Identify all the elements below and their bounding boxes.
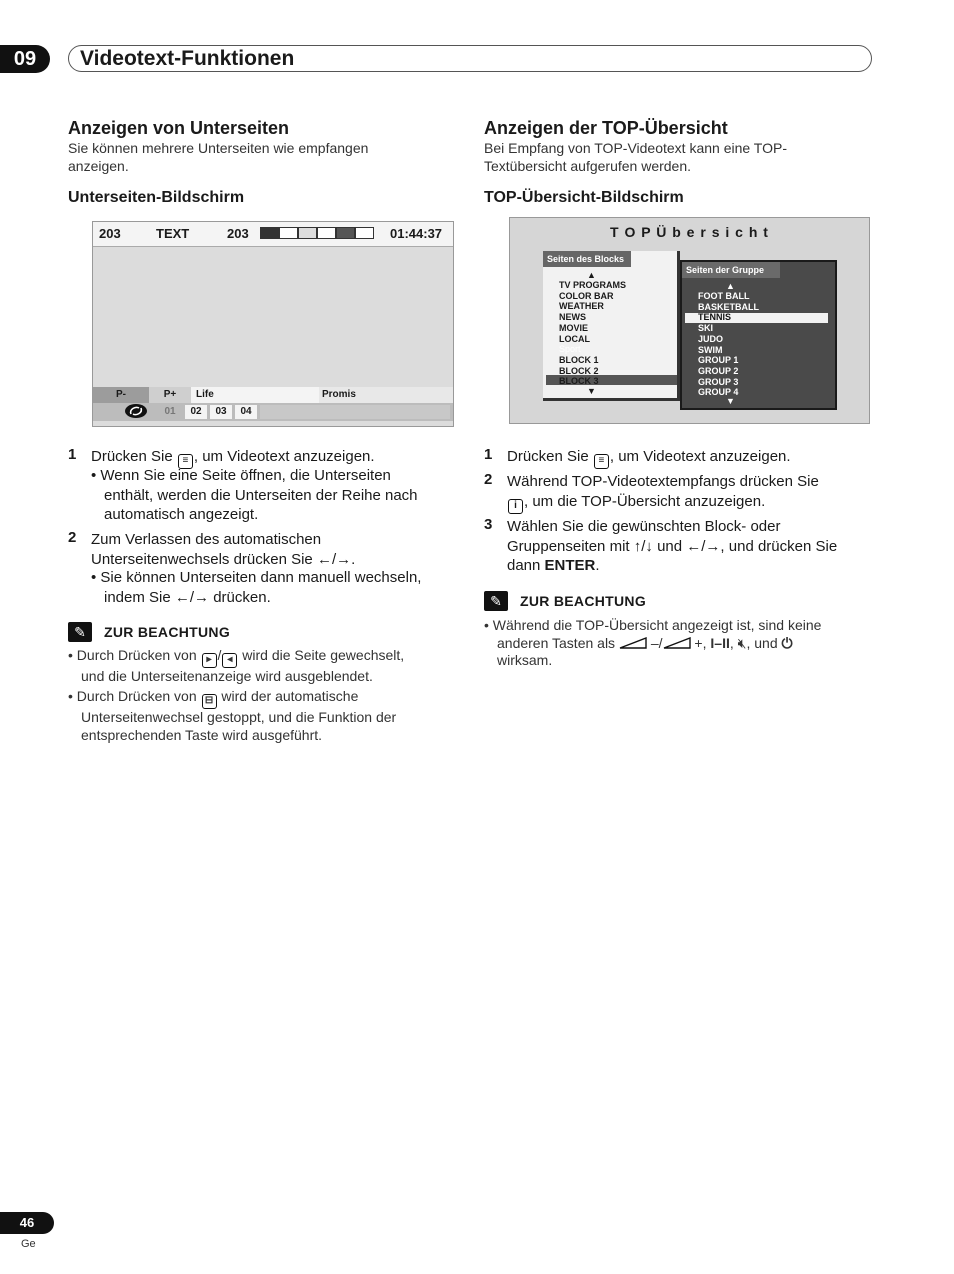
right-note-title: ZUR BEACHTUNG <box>520 593 647 609</box>
power-icon: ⏻ <box>781 634 793 651</box>
step-number: 2 <box>484 471 493 488</box>
subpage-item: 04 <box>235 405 257 419</box>
list-item: FOOT BALL <box>698 291 750 301</box>
step-number: 1 <box>68 446 77 463</box>
list-item: BLOCK 3 <box>559 376 599 387</box>
hold-button-icon: ⊟ <box>202 694 217 709</box>
screen-content-area <box>93 247 453 387</box>
list-item: SKI <box>698 323 714 334</box>
left-step-1: Drücken Sie ≡ , um Videotext anzuzeigen. <box>91 447 375 469</box>
clock: 01:44:37 <box>390 226 443 241</box>
list-item: MOVIE <box>559 322 589 333</box>
life-key: Life <box>191 387 319 403</box>
group-list <box>698 291 759 398</box>
teletext-button-icon: ≡ <box>594 454 609 469</box>
list-item: GROUP 2 <box>698 365 739 376</box>
list-item: TENNIS <box>698 312 732 323</box>
left-note-1: • Durch Drücken von ▸ / ◂ wird die Seite gewechselt, und die Unterseitenanzeige wird ausgeblendet. <box>68 647 405 684</box>
subpage-cycle-icon <box>123 403 149 421</box>
arrow-down-icon: ▼ <box>587 386 596 396</box>
left-note-2: • Durch Drücken von ⊟ wird der automatische Unterseitenwechsel gestoppt, und die Funktion der entsprechenden Taste wird ausgeführt. <box>68 688 397 743</box>
promis-key: Promis <box>319 387 453 403</box>
note-pencil-icon: ✎ <box>484 591 508 611</box>
audio-mode-icon: I–II <box>710 634 730 651</box>
right-heading: Anzeigen der TOP-Übersicht <box>484 118 728 138</box>
list-item: BLOCK 2 <box>559 365 599 376</box>
language-code: Ge <box>21 1238 36 1250</box>
text-label: TEXT <box>156 226 190 241</box>
list-item: Sport <box>559 344 581 355</box>
group-pages-panel <box>680 260 837 410</box>
subpage-item: 01 <box>164 406 176 417</box>
block-pages-header: Seiten des Blocks <box>543 251 631 267</box>
list-item: GROUP 3 <box>698 376 739 387</box>
volume-down-icon <box>619 637 647 649</box>
right-intro: Bei Empfang von TOP-Videotext kann eine TOP- Textübersicht aufgerufen werden. <box>484 140 787 174</box>
arrow-down-icon: ▼ <box>726 396 735 406</box>
page-number-badge: 46 <box>0 1212 54 1234</box>
step-number: 1 <box>484 446 493 463</box>
subpage-back-icon: ◂ <box>222 653 237 668</box>
list-item: SWIM <box>698 344 723 355</box>
subpage-item: 03 <box>210 405 232 419</box>
list-item: BLOCK 1 <box>559 354 599 365</box>
left-step-2-sub: • Sie können Unterseiten dann manuell wechseln, indem Sie ←/→ drücken. <box>91 569 422 606</box>
info-button-icon: i <box>508 499 523 514</box>
next-page-key: P+ <box>149 387 191 403</box>
right-step-3: Wählen Sie die gewünschten Block- oder Gruppenseiten mit ↑/↓ und ←/→, und drücken Sie dann ENTER. <box>507 518 838 574</box>
left-subheading: Unterseiten-Bildschirm <box>68 189 245 206</box>
prev-page-key: P- <box>93 387 149 403</box>
mute-icon: 🔇︎ <box>737 634 747 651</box>
teletext-button-icon: ≡ <box>178 454 193 469</box>
arrow-up-icon: ▲ <box>726 281 735 291</box>
group-pages-header: Seiten der Gruppe <box>682 262 780 278</box>
subpage-progress-indicator <box>260 222 375 246</box>
block-list <box>559 280 626 387</box>
page-number: 203 <box>99 226 121 241</box>
note-pencil-icon: ✎ <box>68 622 92 642</box>
right-step-2: Während TOP-Videotextempfangs drücken Sie i , um die TOP-Übersicht anzuzeigen. <box>507 472 819 514</box>
list-item: WEATHER <box>559 301 604 312</box>
subpage-screen <box>92 221 454 427</box>
left-note-title: ZUR BEACHTUNG <box>104 624 231 640</box>
left-heading: Anzeigen von Unterseiten <box>68 118 290 138</box>
list-item: LOCAL <box>559 333 590 344</box>
list-item: COLOR BAR <box>559 290 614 301</box>
step-number: 2 <box>68 529 77 546</box>
subpage-row-fill <box>260 405 450 419</box>
top-overview-screen <box>509 217 870 424</box>
top-overview-title: T O P Ü b e r s i c h t <box>610 224 769 240</box>
list-item: BASKETBALL <box>698 301 759 312</box>
chapter-title: Videotext-Funktionen <box>80 47 295 70</box>
right-subheading: TOP-Übersicht-Bildschirm <box>484 189 684 206</box>
right-note: • Während die TOP-Übersicht angezeigt ist, sind keine anderen Tasten als –/ +, I–II, 🔇︎, und ⏻ wirksam. <box>484 617 822 668</box>
left-step-1-sub: • Wenn Sie eine Seite öffnen, die Unterseiten enthält, werden die Unterseiten der Reihe nach automatisch angezeigt. <box>91 467 418 523</box>
list-item: GROUP 4 <box>698 387 739 398</box>
step-number: 3 <box>484 516 493 533</box>
list-item: GROUP 1 <box>698 355 739 366</box>
list-item: NEWS <box>559 312 586 323</box>
arrow-up-icon: ▲ <box>587 270 596 280</box>
block-pages-panel <box>543 251 680 401</box>
screen-nav-bar <box>93 387 453 403</box>
subpage-row <box>93 403 453 421</box>
subpage-item: 02 <box>185 405 207 419</box>
right-step-1: Drücken Sie ≡ , um Videotext anzuzeigen. <box>507 447 791 469</box>
left-intro: Sie können mehrere Unterseiten wie empfangen anzeigen. <box>68 140 369 174</box>
page-number-current: 203 <box>227 226 249 241</box>
chapter-number: 09 <box>0 45 50 73</box>
volume-up-icon <box>663 637 691 649</box>
list-item: JUDO <box>698 333 724 344</box>
left-step-2: Zum Verlassen des automatischen Unterseitenwechsels drücken Sie ←/→. <box>91 531 356 568</box>
list-item: TV PROGRAMS <box>559 280 627 290</box>
screen-status-bar <box>93 222 453 247</box>
subpage-forward-icon: ▸ <box>202 653 217 668</box>
